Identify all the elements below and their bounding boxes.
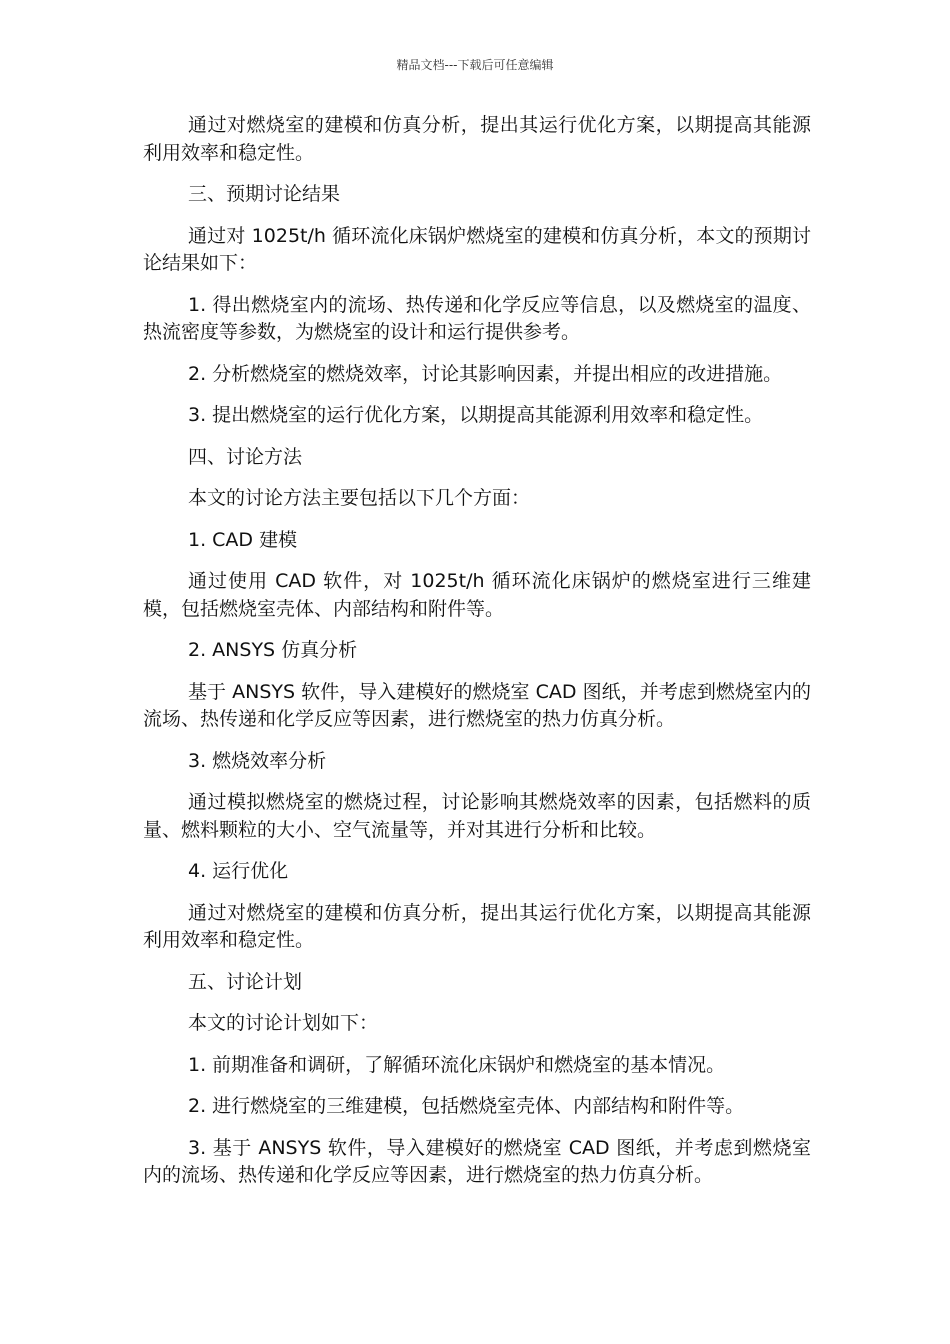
paragraph-14: 通过模拟燃烧室的燃烧过程，讨论影响其燃烧效率的因素，包括燃料的质量、燃料颗粒的大小、空气流量等，并对其进行分析和比较。: [143, 791, 811, 841]
paragraph-1: 通过对燃烧室的建模和仿真分析，提出其运行优化方案，以期提高其能源利用效率和稳定性。: [143, 114, 811, 164]
section-heading-methods: 四、讨论方法: [188, 445, 303, 468]
subheading-ansys-analysis: 2. ANSYS 仿真分析: [188, 639, 358, 661]
section-heading-plan: 五、讨论计划: [188, 970, 303, 993]
subheading-operation-optimization: 4. 运行优化: [188, 860, 289, 882]
page-header: 精品文档---下载后可任意编辑: [396, 58, 554, 72]
list-item-result-3: 3. 提出燃烧室的运行优化方案，以期提高其能源利用效率和稳定性。: [188, 404, 764, 426]
paragraph-8: 本文的讨论方法主要包括以下几个方面：: [188, 487, 531, 509]
list-item-plan-2: 2. 进行燃烧室的三维建模，包括燃烧室壳体、内部结构和附件等。: [188, 1095, 745, 1117]
subheading-cad-modeling: 1. CAD 建模: [188, 528, 298, 551]
list-item-plan-1: 1. 前期准备和调研，了解循环流化床锅炉和燃烧室的基本情况。: [188, 1053, 726, 1076]
paragraph-12: 基于 ANSYS 软件，导入建模好的燃烧室 CAD 图纸，并考虑到燃烧室内的流场、热传递和化学反应等因素，进行燃烧室的热力仿真分析。: [143, 680, 811, 730]
list-item-result-1: 1. 得出燃烧室内的流场、热传递和化学反应等信息，以及燃烧室的温度、热流密度等参数，为燃烧室的设计和运行提供参考。: [143, 293, 811, 343]
paragraph-3: 通过对 1025t/h 循环流化床锅炉燃烧室的建模和仿真分析，本文的预期讨论结果如下：: [143, 224, 811, 274]
subheading-combustion-efficiency: 3. 燃烧效率分析: [188, 749, 327, 772]
paragraph-16: 通过对燃烧室的建模和仿真分析，提出其运行优化方案，以期提高其能源利用效率和稳定性。: [143, 901, 811, 951]
section-heading-expected-results: 三、预期讨论结果: [188, 183, 341, 205]
list-item-plan-3: 3. 基于 ANSYS 软件，导入建模好的燃烧室 CAD 图纸，并考虑到燃烧室内的流场、热传递和化学反应等因素，进行燃烧室的热力仿真分析。: [143, 1136, 811, 1186]
paragraph-18: 本文的讨论计划如下：: [188, 1012, 379, 1034]
list-item-result-2: 2. 分析燃烧室的燃烧效率，讨论其影响因素，并提出相应的改进措施。: [188, 362, 783, 385]
document-body: [143, 112, 811, 1204]
paragraph-10: 通过使用 CAD 软件，对 1025t/h 循环流化床锅炉的燃烧室进行三维建模，包括燃烧室壳体、内部结构和附件等。: [143, 570, 811, 620]
